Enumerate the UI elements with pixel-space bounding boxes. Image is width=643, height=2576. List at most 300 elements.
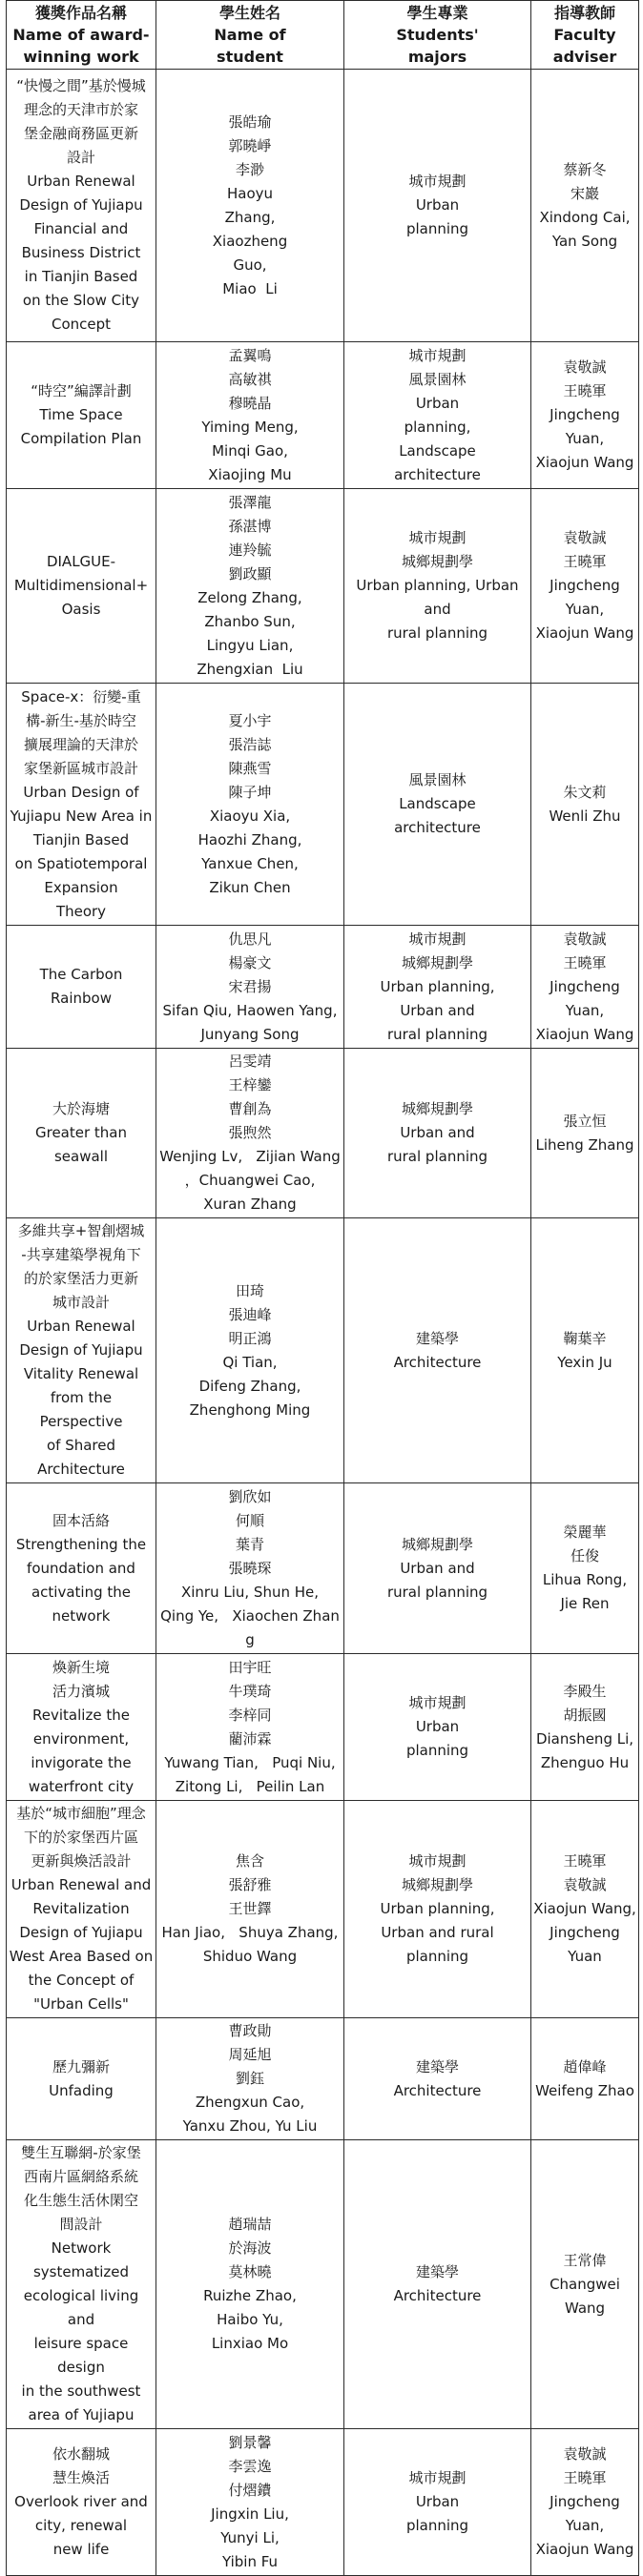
cell-line: Architecture [37, 1461, 125, 1478]
header-line: 指導教師 [553, 4, 615, 22]
cell-line: Urban and [400, 1124, 475, 1141]
cell-line: Zhanbo Sun, [204, 612, 296, 630]
cell-line: Jingcheng [550, 977, 620, 995]
cell-line: network [52, 1606, 111, 1625]
cell-line: in Tianjin Based [24, 268, 138, 285]
cell-line: Urban [415, 1718, 460, 1735]
cell-line: Linxiao Mo [211, 2335, 289, 2352]
cell-line: 王曉軍 [563, 1852, 607, 1870]
cell-line: Architecture [393, 2287, 482, 2304]
cell-line: 下的於家堡西片區 [23, 1829, 138, 1846]
cell-line: 家堡新區城市設計 [23, 759, 138, 777]
cell-line: Wenjing Lv, Zijian Wang [159, 1148, 341, 1165]
cell-line: 張舒雅 [228, 1876, 272, 1893]
cell-line: 風景園林 [408, 370, 467, 388]
cell-line: rural planning [386, 1583, 488, 1601]
cell-line: Landscape [399, 441, 476, 460]
faculty-adviser-cell [531, 684, 639, 926]
cell-line: 城市規劃 [408, 173, 467, 190]
cell-line: 王曉軍 [563, 382, 607, 399]
cell-line: 活力濱城 [52, 1682, 110, 1700]
student-major-cell [344, 1049, 531, 1218]
cell-line: 理念的天津市於家 [23, 101, 138, 118]
cell-line: Yexin Ju [557, 1353, 612, 1371]
student-name-cell [156, 70, 344, 342]
cell-line: Design of Yujiapu [19, 1924, 143, 1941]
cell-line: Expansion [44, 878, 118, 896]
cell-line: 王常偉 [563, 2251, 607, 2269]
faculty-adviser-cell [531, 2018, 639, 2140]
cell-line: Miao Li [222, 279, 278, 297]
cell-line: 王曉軍 [563, 553, 607, 570]
cell-line: Yuan [568, 1948, 602, 1965]
cell-line: Tianjin Based [32, 830, 130, 848]
cell-line: Lihua Rong, [542, 1571, 628, 1588]
cell-line: 張迪峰 [228, 1305, 272, 1323]
award-work-cell [7, 2429, 156, 2576]
cell-line: Design of Yujiapu [19, 196, 143, 214]
cell-line: 連羚毓 [228, 541, 272, 559]
cell-line: 趙偉峰 [563, 2057, 607, 2075]
cell-line: 葉青 [235, 1535, 264, 1553]
faculty-adviser-cell [531, 1218, 639, 1483]
cell-line: 城市規劃 [408, 529, 467, 546]
student-name-cell [156, 684, 344, 926]
cell-line: 城鄉規劃學 [401, 1535, 473, 1553]
header-line: 學生專業 [406, 4, 468, 22]
cell-line: 藺沛霖 [228, 1729, 272, 1748]
cell-line: 夏小宇 [228, 711, 272, 729]
cell-line: 袁敬誠 [563, 1876, 607, 1893]
student-name-cell [156, 1483, 344, 1654]
cell-line: foundation and [27, 1559, 135, 1577]
student-name-cell [156, 1218, 344, 1483]
cell-line: Design of Yujiapu [19, 1341, 143, 1359]
cell-line: Rainbow [51, 990, 112, 1007]
cell-line: 王梓鑾 [228, 1076, 272, 1094]
cell-line: 基於“城市細胞”理念 [16, 1805, 146, 1822]
cell-line: Xiaojun Wang [535, 2541, 634, 2558]
cell-line: 李雲逸 [228, 2457, 272, 2475]
cell-line: 慧生煥活 [52, 2469, 110, 2486]
table-row [7, 1483, 639, 1654]
cell-line: 張澤龍 [228, 493, 272, 511]
award-work-cell [7, 489, 156, 684]
cell-line: 構-新生-基於時空 [26, 711, 136, 729]
cell-line: Xiaojun Wang [535, 1025, 634, 1043]
cell-line: Zitong Li, Peilin Lan [175, 1777, 325, 1795]
cell-line: Yujiapu New Area in [10, 807, 153, 825]
cell-line: 陳燕雪 [228, 759, 272, 777]
cell-line: Yanxu Zhou, Yu Liu [182, 2117, 318, 2135]
cell-line: 郭曉崢 [228, 136, 272, 154]
cell-line: West Area Based on [9, 1948, 154, 1965]
cell-line: Network [51, 2239, 112, 2257]
student-major-cell [344, 1483, 531, 1654]
header-award-work [7, 1, 156, 70]
cell-line: 城市規劃 [408, 346, 467, 364]
cell-line: Strengthening the [15, 1535, 147, 1553]
cell-line: 建築學 [415, 1329, 459, 1347]
cell-line: Yuan, [565, 601, 605, 618]
cell-line: 劉政顯 [228, 564, 272, 583]
student-name-cell [156, 1654, 344, 1801]
cell-line: 煥新生境 [52, 1658, 110, 1676]
cell-line: Haozhi Zhang, [197, 830, 302, 848]
cell-line: 王曉軍 [563, 953, 607, 971]
cell-line: planning [405, 1742, 469, 1759]
award-work-cell [7, 1218, 156, 1483]
faculty-adviser-cell [531, 2429, 639, 2576]
cell-line: Difeng Zhang, [198, 1377, 301, 1395]
cell-line: Yanxue Chen, [201, 854, 299, 872]
cell-line: 化生態生活休閑空 [23, 2192, 138, 2209]
cell-line: Urban Renewal [27, 1318, 135, 1335]
header-line: Students' [396, 26, 479, 44]
cell-line: 多維共享+智創熠城 [17, 1222, 145, 1239]
faculty-adviser-cell [531, 1049, 639, 1218]
cell-line: 田琦 [235, 1281, 264, 1299]
cell-line: Zhenghong Ming [189, 1400, 311, 1419]
table-row [7, 70, 639, 342]
cell-line: Xiaojun Wang [535, 454, 634, 471]
cell-line: Greater than seawall [34, 1124, 132, 1165]
cell-line: Minqi Gao, [212, 441, 288, 460]
header-line: 學生姓名 [218, 4, 280, 22]
cell-line: Urban [415, 2493, 460, 2510]
student-name-cell [156, 2018, 344, 2140]
cell-line: Yunyi Li, [220, 2528, 280, 2546]
award-work-cell [7, 684, 156, 926]
cell-line: rural planning [386, 624, 488, 642]
cell-line: Qi Tian, [222, 1353, 278, 1371]
student-name-cell [156, 489, 344, 684]
award-work-cell [7, 1801, 156, 2018]
cell-line: 李渺 [235, 160, 264, 178]
cell-line: on Spatiotemporal [14, 854, 148, 872]
cell-line: of Shared [46, 1437, 116, 1454]
cell-line: Haoyu [226, 184, 274, 202]
cell-line: 何順 [235, 1511, 264, 1529]
cell-line: 城鄉規劃學 [401, 953, 473, 971]
cell-line: 周延旭 [228, 2046, 272, 2063]
cell-line: 建築學 [415, 2057, 459, 2075]
cell-line: leisure space design [33, 2335, 134, 2376]
cell-line: 王曉軍 [563, 2469, 607, 2486]
cell-line: rural planning [386, 1025, 488, 1043]
table-row [7, 2018, 639, 2140]
cell-line: Xiaojun Wang, [533, 1900, 636, 1917]
cell-line: Business District [21, 244, 141, 261]
cell-line: waterfront city [28, 1777, 135, 1795]
cell-line: 牛璞琦 [228, 1682, 272, 1700]
cell-line: 高敏祺 [228, 370, 272, 388]
faculty-adviser-cell [531, 2140, 639, 2429]
cell-line: Xiaojing Mu [208, 465, 292, 483]
cell-line: 堡金融商務區更新 [23, 125, 138, 142]
cell-line: 榮麗華 [563, 1523, 607, 1541]
cell-line: Sifan Qiu, Haowen Yang, [162, 1001, 338, 1019]
student-name-cell [156, 1049, 344, 1218]
cell-line: Yiming Meng, [201, 418, 299, 436]
cell-line: Yuan, [565, 430, 605, 447]
cell-line: 建築學 [415, 2263, 459, 2280]
cell-line: Xuran Zhang [203, 1196, 297, 1213]
cell-line: 城市規劃 [408, 2469, 467, 2486]
awards-table [6, 0, 639, 2576]
cell-line: 更新與煥活設計 [31, 1852, 132, 1870]
header-line: majors [407, 48, 467, 66]
student-major-cell [344, 684, 531, 926]
cell-line: Zhengxian Liu [197, 660, 303, 678]
cell-line: 王世鐸 [228, 1900, 272, 1917]
student-name-cell [156, 926, 344, 1049]
table-row [7, 1049, 639, 1218]
cell-line: Jingcheng [550, 406, 620, 423]
cell-line: 西南片區網絡系統 [23, 2168, 138, 2185]
cell-line: Architecture [393, 1353, 482, 1371]
header-line: adviser [552, 48, 617, 66]
award-work-cell [7, 926, 156, 1049]
cell-line: Ruizhe Zhao, [203, 2287, 297, 2304]
cell-line: Zikun Chen [209, 878, 291, 896]
cell-line: 張煦然 [228, 1124, 272, 1141]
cell-line: Architecture [393, 2081, 482, 2099]
cell-line: Urban and rural [381, 1924, 494, 1941]
cell-line: Yuan, [565, 2517, 605, 2534]
table-row [7, 489, 639, 684]
cell-line: 間設計 [59, 2216, 103, 2233]
cell-line: 袁敬誠 [563, 930, 607, 948]
cell-line: 趙瑞喆 [228, 2216, 272, 2233]
cell-line: new life [52, 2541, 110, 2558]
cell-line: 莫林曉 [228, 2263, 272, 2280]
header-student-name [156, 1, 344, 70]
cell-line: 城市規劃 [408, 1694, 467, 1711]
cell-line: activating the [31, 1583, 132, 1601]
cell-line: 曹政勛 [228, 2022, 272, 2039]
cell-line: Weifeng Zhao [535, 2081, 634, 2099]
cell-line: Yibin Fu [221, 2552, 279, 2570]
student-name-cell [156, 2429, 344, 2576]
cell-line: 田宇旺 [228, 1658, 272, 1676]
cell-line: 城市規劃 [408, 1852, 467, 1870]
cell-line: 劉欣如 [228, 1487, 272, 1505]
cell-line: Revitalization [32, 1900, 130, 1917]
cell-line: Urban [415, 196, 460, 214]
cell-line: 城鄉規劃學 [401, 553, 473, 570]
cell-line: Concept [51, 316, 112, 333]
header-line: winning work [23, 48, 139, 66]
student-name-cell [156, 342, 344, 489]
cell-line: 擴展理論的天津於 [23, 735, 138, 753]
cell-line: city, renewal [34, 2517, 128, 2534]
cell-line: on the Slow City [22, 292, 140, 309]
cell-line: 胡振國 [563, 1706, 607, 1724]
cell-line: 付熠鐨 [228, 2481, 272, 2499]
cell-line: 蔡新冬 [563, 160, 607, 178]
award-work-cell [7, 2140, 156, 2429]
cell-line: Vitality Renewal [23, 1365, 139, 1382]
cell-line: Unfading [49, 2081, 114, 2099]
cell-line: Multidimensional+ [13, 577, 149, 594]
table-row [7, 684, 639, 926]
cell-line: Time Space [39, 406, 123, 423]
student-major-cell [344, 926, 531, 1049]
cell-line: 呂雯靖 [228, 1053, 272, 1070]
cell-line: Han Jiao, Shuya Zhang, [161, 1924, 339, 1941]
cell-line: 李殿生 [563, 1682, 607, 1700]
cell-line: Yuwang Tian, Puqi Niu, [164, 1753, 336, 1771]
table-body [7, 70, 639, 2576]
cell-line: 歷九彌新 [52, 2057, 110, 2075]
student-major-cell [344, 2140, 531, 2429]
cell-line: planning [405, 2517, 469, 2534]
student-major-cell [344, 1654, 531, 1801]
cell-line: 孟翼鳴 [228, 346, 272, 364]
cell-line: The Carbon [39, 966, 123, 983]
cell-line: 楊豪文 [228, 953, 272, 971]
cell-line: "Urban Cells" [33, 1995, 129, 2013]
cell-line: and [424, 601, 451, 618]
student-major-cell [344, 2429, 531, 2576]
table-row [7, 1654, 639, 1801]
award-work-cell [7, 2018, 156, 2140]
award-work-cell [7, 342, 156, 489]
award-work-cell [7, 70, 156, 342]
cell-line: 陳子坤 [228, 783, 272, 801]
header-line: 獲獎作品名稱 [34, 4, 127, 22]
cell-line: environment, [32, 1729, 130, 1748]
cell-line: Jingcheng [550, 1924, 620, 1941]
student-major-cell [344, 342, 531, 489]
cell-line: Compilation Plan [20, 430, 142, 447]
header-faculty-adviser [531, 1, 639, 70]
cell-line: 風景園林 [408, 771, 467, 788]
cell-line: 袁敬誠 [563, 2445, 607, 2463]
cell-line: “快慢之間”基於慢城 [16, 77, 146, 94]
cell-line: 張曉琛 [228, 1559, 272, 1577]
cell-line: 劉景馨 [228, 2433, 272, 2451]
cell-line: -共享建築學視角下 [21, 1246, 141, 1263]
faculty-adviser-cell [531, 342, 639, 489]
cell-line: Zhang, [224, 208, 276, 226]
cell-line: 雙生互聯網-於家堡 [21, 2144, 141, 2161]
cell-line: planning, [404, 418, 471, 436]
cell-line: Overlook river and [14, 2493, 148, 2510]
table-row [7, 1218, 639, 1483]
faculty-adviser-cell [531, 1654, 639, 1801]
cell-line: Xiaozheng [212, 232, 288, 250]
cell-line: 仇思凡 [228, 930, 272, 948]
cell-line: 城鄉規劃學 [401, 1100, 473, 1117]
cell-line: 焦含 [235, 1852, 264, 1870]
cell-line: 李梓同 [228, 1706, 272, 1724]
cell-line: Urban planning, Urban [356, 577, 519, 594]
cell-line: 城市設計 [52, 1294, 110, 1311]
cell-line: 城鄉規劃學 [401, 1876, 473, 1893]
cell-line: Urban planning, [380, 1900, 495, 1917]
cell-line: Liheng Zhang [535, 1135, 634, 1154]
faculty-adviser-cell [531, 1801, 639, 2018]
cell-line: 任俊 [570, 1547, 599, 1564]
cell-line: Urban Renewal [27, 173, 135, 190]
cell-line: 穆曉晶 [228, 394, 272, 412]
cell-line: planning [405, 220, 469, 237]
table-row [7, 1801, 639, 2018]
header-line: student [217, 48, 283, 66]
cell-line: 固本活絡 [52, 1511, 110, 1529]
cell-line: in the southwest [21, 2382, 141, 2400]
cell-line: Urban Renewal and [10, 1876, 152, 1893]
cell-line: Urban and [400, 1001, 475, 1019]
cell-line: Revitalize the [32, 1706, 130, 1724]
cell-line: Shiduo Wang [202, 1948, 298, 1965]
cell-line: DIALGUE- [46, 553, 116, 570]
cell-line: 劉鈺 [235, 2070, 264, 2087]
cell-line: Jie Ren [560, 1595, 610, 1612]
cell-line: 袁敬誠 [563, 529, 607, 546]
cell-line: Xiaoyu Xia, [209, 807, 291, 825]
header-line: Name of [214, 26, 286, 44]
student-name-cell [156, 1801, 344, 2018]
header-line: Name of award- [12, 26, 150, 44]
faculty-adviser-cell [531, 70, 639, 342]
faculty-adviser-cell [531, 926, 639, 1049]
student-name-cell [156, 2140, 344, 2429]
award-work-cell [7, 1654, 156, 1801]
faculty-adviser-cell [531, 1483, 639, 1654]
cell-line: from the Perspective [39, 1389, 123, 1430]
student-major-cell [344, 2018, 531, 2140]
cell-line: Jingcheng [550, 577, 620, 594]
cell-line: Xinru Liu, Shun He, [180, 1583, 320, 1601]
cell-line: Zhengxun Cao, [195, 2094, 305, 2111]
cell-line: architecture [394, 819, 481, 836]
cell-line: Zelong Zhang, [197, 588, 302, 606]
cell-line: Junyang Song [200, 1025, 300, 1043]
cell-line: Jingcheng [550, 2493, 620, 2510]
table-row [7, 926, 639, 1049]
cell-line: Yuan, [565, 1001, 605, 1019]
cell-line: 張浩誌 [228, 735, 272, 753]
cell-line: 曹創為 [228, 1100, 272, 1117]
cell-line: invigorate the [31, 1753, 132, 1771]
cell-line: “時空”編譯計劃 [31, 382, 132, 399]
student-major-cell [344, 1218, 531, 1483]
cell-line: ，Chuangwei Cao, [184, 1172, 316, 1189]
cell-line: Urban Design of [23, 783, 139, 801]
student-major-cell [344, 70, 531, 342]
cell-line: 明正鴻 [228, 1329, 272, 1347]
cell-line: 朱文莉 [563, 783, 607, 801]
cell-line: Lingyu Lian, [206, 636, 294, 654]
cell-line: 宋君揚 [228, 977, 272, 995]
cell-line: Theory [55, 902, 107, 920]
cell-line: 依水翻城 [52, 2445, 110, 2463]
cell-line: Wang [564, 2299, 606, 2317]
cell-line: rural planning [386, 1148, 488, 1165]
cell-line: the Concept of [28, 1972, 135, 1989]
student-major-cell [344, 489, 531, 684]
header-student-major [344, 1, 531, 70]
table-row [7, 2429, 639, 2576]
cell-line: 的於家堡活力更新 [23, 1270, 138, 1287]
cell-line: Yan Song [551, 232, 618, 250]
cell-line: Qing Ye, Xiaochen Zhan [160, 1606, 340, 1625]
cell-line: Diansheng Li, [535, 1729, 634, 1748]
award-work-cell [7, 1483, 156, 1654]
